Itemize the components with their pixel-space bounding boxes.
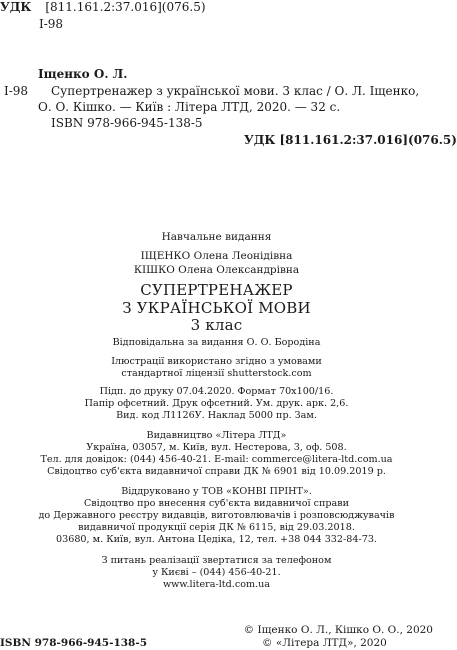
catalog-isbn: ISBN 978-966-945-138-5: [51, 116, 203, 130]
printer-line-5: 03680, м. Київ, вул. Антона Цедіка, 12, тел. +38 044 332-84-73.: [56, 534, 377, 545]
print-info-line-2: Папір офсетний. Друк офсетний. Ум. друк. арк. 2,6.: [84, 398, 349, 409]
publisher-certificate: Свідоцтво суб'єкта видавничої справи ДК № 6901 від 10.09.2019 р.: [47, 466, 386, 477]
copyright-publisher: © «Літера ЛТД», 2020: [262, 637, 387, 649]
author-1-surname: ІЩЕНКО: [140, 250, 191, 262]
illustrations-line-1: Ілюстрації використано згідно з умовами: [111, 356, 322, 367]
printer-line-4: видавничої продукції серія ДК № 6115, від 29.03.2018.: [78, 522, 355, 533]
catalog-udk-full: УДК [811.161.2:37.016](076.5): [244, 133, 457, 147]
book-title-line-2: З УКРАЇНСЬКОЇ МОВИ: [122, 299, 311, 317]
book-title-line-1: СУПЕРТРЕНАЖЕР: [140, 281, 293, 299]
catalog-line-2: О. О. Кішко. — Київ : Літера ЛТД, 2020. — 32 с.: [38, 100, 341, 114]
copyright-authors: © Іщенко О. Л., Кішко О. О., 2020: [243, 624, 433, 636]
author-2-name: Олена Олександрівна: [178, 264, 300, 276]
illustrations-line-2: стандартної ліцензії shutterstock.com: [121, 368, 312, 379]
footer-isbn: ISBN 978-966-945-138-5: [0, 637, 148, 649]
author-2: [0, 264, 433, 277]
sales-line-1: З питань реалізації звертатися за телефоном: [101, 555, 332, 566]
catalog-index-code: І-98: [4, 84, 29, 98]
responsible-editor: Відповідальна за видання О. О. Бородіна: [112, 337, 321, 348]
sales-line-2: у Києві – (044) 456-40-21.: [152, 567, 281, 578]
top-index-code: І-98: [39, 17, 64, 31]
printer-line-1: Віддруковано у ТОВ «КОНВІ ПРІНТ».: [121, 486, 312, 497]
top-udk-label: УДК: [0, 0, 32, 14]
edition-type: Навчальне видання: [161, 231, 272, 243]
publisher-contacts: Тел. для довідок: (044) 456-40-21. E-mail: commerce@litera-ltd.com.ua: [40, 454, 393, 465]
author-2-surname: КІШКО: [133, 264, 175, 276]
book-grade: 3 клас: [190, 316, 243, 334]
printer-line-3: до Державного реєстру видавців, виготовлювачів і розповсюджувачів: [38, 510, 395, 521]
top-udk-value: [811.161.2:37.016](076.5): [45, 0, 206, 14]
sales-website: www.litera-ltd.com.ua: [162, 579, 271, 590]
author-1: [0, 250, 433, 263]
print-info-line-1: Підп. до друку 07.04.2020. Формат 70х100/16.: [99, 386, 334, 397]
author-1-name: Олена Леонідівна: [193, 250, 293, 262]
publisher-address: Україна, 03057, м. Київ, вул. Нестерова, 3, оф. 508.: [86, 442, 347, 453]
print-info-line-3: Вид. код Л1126У. Наклад 5000 пр. Зам.: [116, 410, 317, 421]
catalog-author-heading: Іщенко О. Л.: [38, 67, 128, 81]
top-udk-block: [0, 0, 206, 14]
catalog-line-1: Супертренажер з української мови. 3 клас / О. Л. Іщенко,: [51, 84, 420, 98]
printer-line-2: Свідоцтво про внесення суб'єкта видавничої справи: [83, 498, 350, 509]
publisher-name: Видавництво «Літера ЛТД»: [146, 430, 287, 441]
